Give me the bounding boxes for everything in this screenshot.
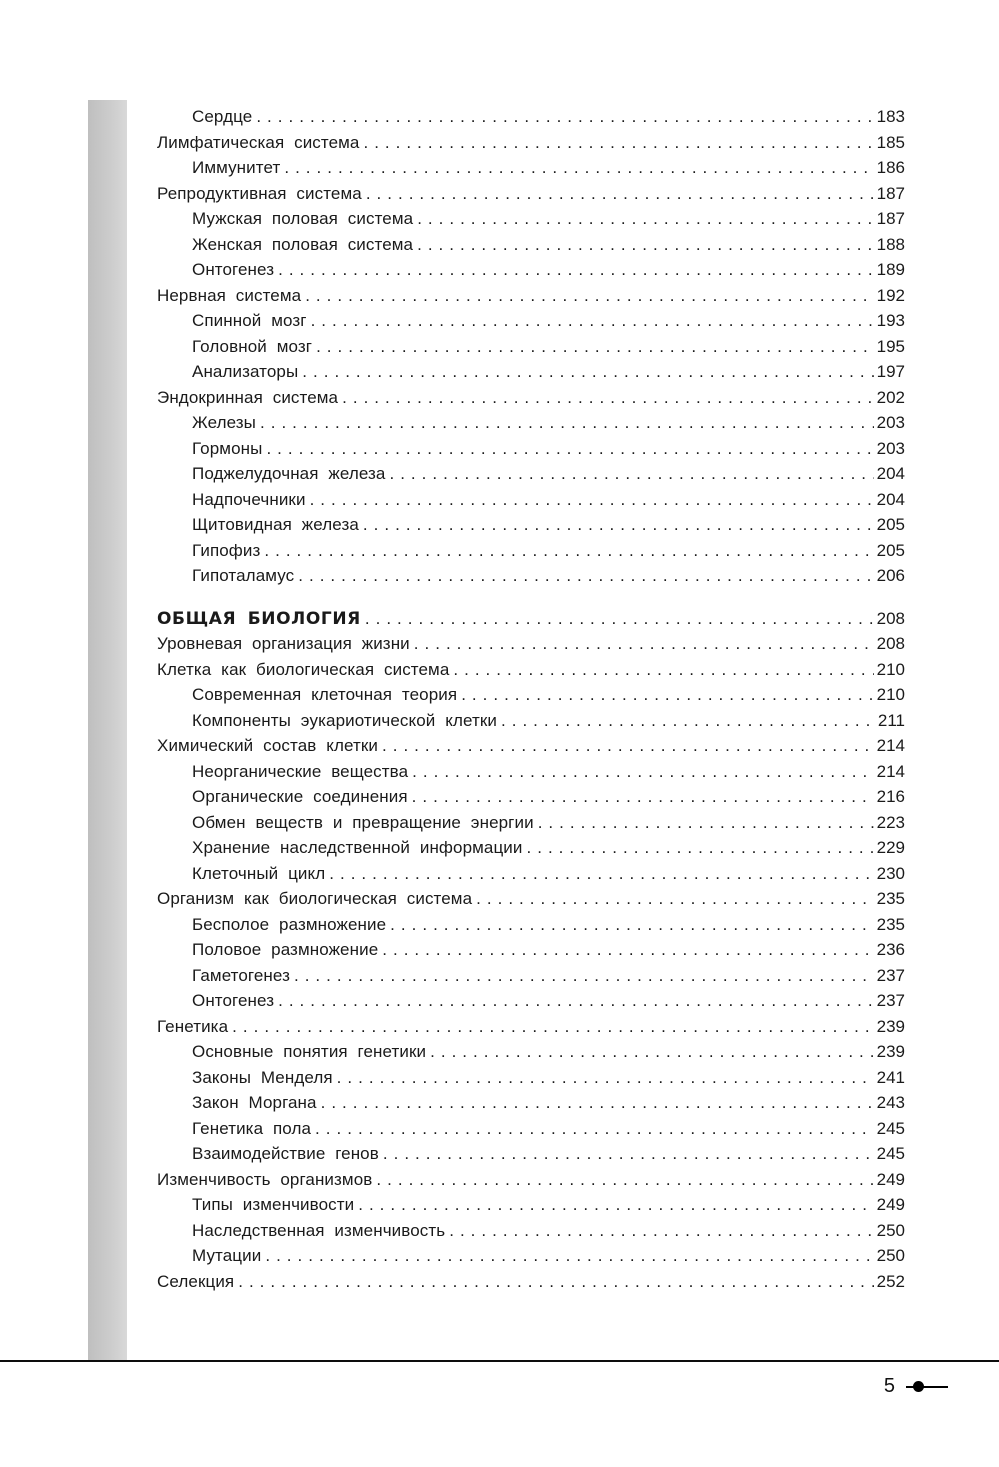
toc-entry-title: Химический состав клетки <box>157 736 378 755</box>
toc-entry-title: Гипофиз <box>192 540 261 560</box>
toc-entry-title: Анализаторы <box>192 362 299 381</box>
toc-entry <box>157 130 905 156</box>
toc-list <box>157 104 905 1294</box>
toc-entry-title: Сердце <box>192 107 253 126</box>
left-margin-bar <box>88 100 127 1360</box>
toc-entry-title: Компоненты эукариотической клетки <box>192 710 497 730</box>
toc-entry <box>157 436 905 462</box>
dot-leader <box>390 912 873 938</box>
toc-entry-page: 210 <box>876 685 905 704</box>
toc-entry-page: 229 <box>876 838 905 857</box>
toc-entry <box>157 410 905 436</box>
toc-entry-page: 249 <box>876 1195 905 1214</box>
toc-entry-page: 186 <box>876 158 905 177</box>
toc-entry <box>157 283 905 309</box>
toc-entry-page: 208 <box>876 608 905 628</box>
toc-entry-page: 236 <box>876 940 905 959</box>
toc-entry-title: Спинной мозг <box>192 311 307 330</box>
toc-entry-page: 239 <box>876 1042 905 1061</box>
toc-entry-page: 245 <box>876 1144 905 1163</box>
toc-entry-page: 237 <box>876 965 905 985</box>
toc-entry <box>157 733 905 759</box>
toc-entry-title: Законы Менделя <box>192 1067 333 1087</box>
toc-entry-title: Гаметогенез <box>192 965 290 985</box>
toc-entry-page: 202 <box>876 387 905 407</box>
dot-leader <box>310 487 874 513</box>
toc-entry-page: 187 <box>876 183 905 203</box>
toc-entry <box>157 657 905 683</box>
dot-leader <box>337 1065 874 1091</box>
toc-entry <box>157 104 905 130</box>
toc-entry-title: Железы <box>192 413 256 432</box>
toc-entry <box>157 1065 905 1091</box>
toc-entry <box>157 206 905 232</box>
toc-entry-title: Генетика пола <box>192 1118 312 1138</box>
toc-entry-title: Закон Моргана <box>192 1093 317 1112</box>
toc-entry-title: Клетка как биологическая система <box>157 659 450 679</box>
toc-entry <box>157 155 905 181</box>
toc-entry <box>157 257 905 283</box>
dot-leader <box>417 206 873 232</box>
toc-entry-title: Органические соединения <box>192 787 408 806</box>
dot-leader <box>321 1090 874 1116</box>
toc-entry-title: Репродуктивная система <box>157 183 362 203</box>
toc-entry-page: 205 <box>876 540 905 560</box>
dot-leader <box>412 784 874 810</box>
toc-entry <box>157 1243 905 1269</box>
toc-entry-page: 193 <box>876 311 905 330</box>
toc-entry-page: 230 <box>876 863 905 883</box>
dot-leader <box>329 861 873 887</box>
toc-entry <box>157 682 905 708</box>
dot-leader <box>315 1116 874 1142</box>
toc-entry-title: Женская половая система <box>192 234 414 254</box>
toc-entry <box>157 835 905 861</box>
toc-entry-title: Неорганические вещества <box>192 761 409 781</box>
toc-entry-title: Поджелудочная железа <box>192 464 386 483</box>
toc-entry-page: 214 <box>876 761 905 781</box>
toc-entry <box>157 937 905 963</box>
toc-entry-page: 210 <box>876 659 905 679</box>
toc-entry-page: 249 <box>876 1169 905 1189</box>
toc-entry <box>157 232 905 258</box>
dot-leader <box>294 963 874 989</box>
toc-entry-page: 237 <box>876 991 905 1010</box>
toc-entry <box>157 606 905 632</box>
toc-entry-page: 206 <box>876 566 905 585</box>
toc-entry <box>157 334 905 360</box>
dot-leader <box>342 385 874 411</box>
dot-leader <box>265 1243 873 1269</box>
dot-leader <box>412 759 873 785</box>
dot-leader <box>461 682 873 708</box>
toc-entry-page: 205 <box>876 515 905 534</box>
dot-leader <box>311 308 874 334</box>
toc-entry-title: Наследственная изменчивость <box>192 1220 446 1240</box>
toc-entry-title: Надпочечники <box>192 489 306 509</box>
footer-page-number: 5 <box>883 1375 895 1397</box>
toc-entry-title: Изменчивость организмов <box>157 1169 373 1189</box>
toc-entry <box>157 1218 905 1244</box>
toc-entry-title: Организм как биологическая система <box>157 889 473 908</box>
toc-entry-page: 252 <box>876 1271 905 1291</box>
toc-entry <box>157 563 905 589</box>
toc-entry-page: 197 <box>876 362 905 381</box>
toc-entry <box>157 1090 905 1116</box>
toc-entry <box>157 759 905 785</box>
toc-entry-title: Щитовидная железа <box>192 515 359 534</box>
toc-entry-page: 235 <box>876 914 905 934</box>
toc-entry-page: 214 <box>876 736 905 755</box>
toc-entry-page: 241 <box>876 1067 905 1087</box>
dot-leader <box>430 1039 874 1065</box>
toc-entry <box>157 861 905 887</box>
toc-entry-title: ОБЩАЯ БИОЛОГИЯ <box>157 608 361 629</box>
toc-entry-page: 223 <box>876 812 905 832</box>
toc-entry-page: 192 <box>876 285 905 305</box>
toc-entry-page: 189 <box>876 260 905 279</box>
toc-entry-title: Основные понятия генетики <box>192 1042 427 1061</box>
dot-leader <box>389 461 873 487</box>
toc-entry <box>157 512 905 538</box>
dot-leader <box>453 657 873 683</box>
toc-entry <box>157 912 905 938</box>
dot-leader <box>363 512 874 538</box>
toc-entry-title: Гормоны <box>192 438 263 458</box>
toc-entry <box>157 181 905 207</box>
toc-entry-page: 243 <box>876 1093 905 1112</box>
toc-entry <box>157 988 905 1014</box>
bullet-dash-icon <box>906 1381 948 1392</box>
toc-entry-page: 188 <box>876 234 905 254</box>
toc-entry <box>157 1039 905 1065</box>
toc-entry-page: 239 <box>876 1016 905 1036</box>
toc-entry-title: Иммунитет <box>192 158 281 177</box>
dot-leader <box>305 283 873 309</box>
toc-entry-title: Онтогенез <box>192 991 275 1010</box>
toc-entry-title: Бесполое размножение <box>192 914 387 934</box>
toc-entry-page: 250 <box>876 1246 905 1265</box>
dot-leader <box>232 1014 873 1040</box>
toc-entry-title: Современная клеточная теория <box>192 685 458 704</box>
dot-leader <box>366 181 874 207</box>
dot-leader <box>302 359 873 385</box>
dot-leader <box>382 733 874 759</box>
toc-entry <box>157 1192 905 1218</box>
toc-entry-page: 216 <box>876 787 905 806</box>
toc-entry-page: 183 <box>876 107 905 126</box>
toc-entry-page: 195 <box>876 336 905 356</box>
toc-entry-title: Мужская половая система <box>192 209 414 228</box>
toc-entry-title: Хранение наследственной информации <box>192 838 523 857</box>
toc-entry-title: Эндокринная система <box>157 387 339 407</box>
footer-rule <box>0 1360 999 1362</box>
dot-leader <box>284 155 873 181</box>
toc-entry <box>157 1167 905 1193</box>
dot-leader <box>501 708 875 734</box>
toc-entry-title: Генетика <box>157 1016 229 1036</box>
toc-entry-title: Лимфатическая система <box>157 132 360 152</box>
toc-entry-title: Взаимодействие генов <box>192 1144 379 1163</box>
dot-leader <box>417 232 874 258</box>
toc-entry-title: Обмен веществ и превращение энергии <box>192 812 534 832</box>
toc-entry <box>157 308 905 334</box>
dot-leader <box>278 257 874 283</box>
toc-entry-title: Уровневая организация жизни <box>157 634 410 653</box>
toc-entry <box>157 385 905 411</box>
toc-entry <box>157 963 905 989</box>
toc-entry-page: 187 <box>876 209 905 228</box>
dot-leader <box>316 334 874 360</box>
toc-entry-page: 208 <box>876 634 905 653</box>
toc-entry-page: 211 <box>877 710 905 730</box>
toc-entry-title: Клеточный цикл <box>192 863 326 883</box>
dot-leader <box>256 104 873 130</box>
dot-leader <box>363 130 873 156</box>
toc-entry-title: Типы изменчивости <box>192 1195 355 1214</box>
toc-entry-title: Нервная система <box>157 285 302 305</box>
toc-entry-page: 204 <box>876 489 905 509</box>
toc-entry <box>157 1269 905 1295</box>
toc-entry <box>157 1014 905 1040</box>
toc-entry <box>157 784 905 810</box>
toc-entry <box>157 708 905 734</box>
toc-entry-page: 245 <box>876 1118 905 1138</box>
toc-entry <box>157 487 905 513</box>
dot-leader <box>382 937 873 963</box>
toc-entry-page: 250 <box>876 1220 905 1240</box>
dot-leader <box>298 563 873 589</box>
dot-leader <box>376 1167 873 1193</box>
dot-leader <box>278 988 874 1014</box>
toc-entry-title: Мутации <box>192 1246 262 1265</box>
dot-leader <box>358 1192 873 1218</box>
dot-leader <box>414 631 874 657</box>
dot-leader <box>238 1269 873 1295</box>
toc-entry <box>157 810 905 836</box>
dot-leader <box>264 538 873 564</box>
dot-leader <box>266 436 873 462</box>
toc-entry-page: 204 <box>876 464 905 483</box>
toc-entry-page: 203 <box>876 438 905 458</box>
toc-entry-title: Половое размножение <box>192 940 379 959</box>
toc-entry-page: 235 <box>876 889 905 908</box>
toc-entry <box>157 886 905 912</box>
dot-leader <box>476 886 873 912</box>
toc-entry <box>157 631 905 657</box>
dot-leader <box>538 810 874 836</box>
toc-entry-title: Онтогенез <box>192 260 275 279</box>
dot-leader <box>527 835 874 861</box>
toc-entry <box>157 1116 905 1142</box>
toc-entry <box>157 538 905 564</box>
dot-leader <box>365 606 874 632</box>
dot-leader <box>383 1141 874 1167</box>
toc-entry-title: Гипоталамус <box>192 566 295 585</box>
toc-entry <box>157 461 905 487</box>
ornament-dot <box>913 1381 924 1392</box>
dot-leader <box>260 410 874 436</box>
toc-entry <box>157 359 905 385</box>
toc-entry-title: Головной мозг <box>192 336 313 356</box>
toc-entry-page: 203 <box>876 413 905 432</box>
toc-entry-title: Селекция <box>157 1271 235 1291</box>
toc-entry-page: 185 <box>876 132 905 152</box>
toc-entry <box>157 1141 905 1167</box>
dot-leader <box>449 1218 873 1244</box>
